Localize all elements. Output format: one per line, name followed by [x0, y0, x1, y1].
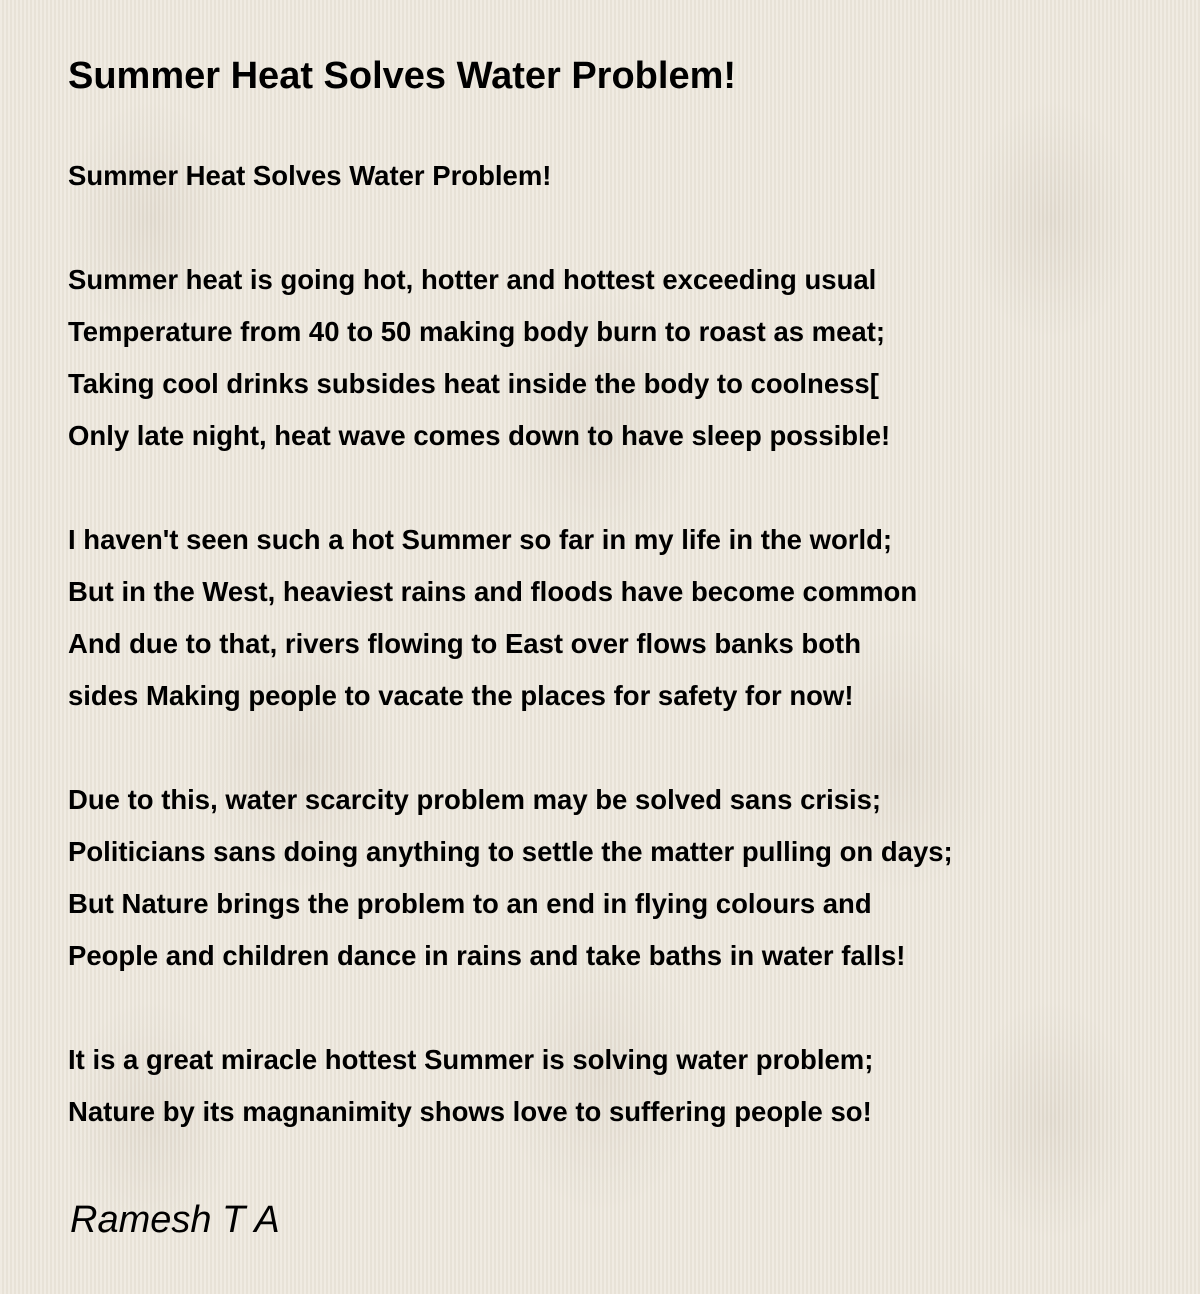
stanza-gap: [68, 722, 1178, 774]
poem-author: Ramesh T A: [70, 1199, 280, 1241]
poem-line: Summer heat is going hot, hotter and hottest exceeding usual: [68, 264, 877, 295]
stanza-gap: [68, 202, 1178, 254]
poem-line: It is a great miracle hottest Summer is solving water problem;: [68, 1044, 874, 1075]
stanza-3: [68, 774, 1178, 982]
poem-line: And due to that, rivers flowing to East over flows banks both: [68, 628, 861, 659]
poem-body: [68, 150, 1178, 1138]
poem-line: sides Making people to vacate the places for safety for now!: [68, 680, 854, 711]
poem-line: Temperature from 40 to 50 making body burn to roast as meat;: [68, 316, 886, 347]
page-title: Summer Heat Solves Water Problem!: [68, 55, 737, 97]
poem-line: People and children dance in rains and take baths in water falls!: [68, 940, 906, 971]
stanza-4: [68, 1034, 1178, 1138]
stanza-gap: [68, 462, 1178, 514]
poem-line: Nature by its magnanimity shows love to suffering people so!: [68, 1096, 872, 1127]
poem-line: But in the West, heaviest rains and floods have become common: [68, 576, 918, 607]
poem-line: Taking cool drinks subsides heat inside the body to coolness[: [68, 368, 879, 399]
poem-line: Politicians sans doing anything to settle the matter pulling on days;: [68, 836, 953, 867]
stanza-2: [68, 514, 1178, 722]
stanza-1: [68, 254, 1178, 462]
poem-subtitle: Summer Heat Solves Water Problem!: [68, 160, 552, 191]
poem-line: Due to this, water scarcity problem may be solved sans crisis;: [68, 784, 882, 815]
poem-line: But Nature brings the problem to an end in flying colours and: [68, 888, 872, 919]
stanza-gap: [68, 982, 1178, 1034]
poem-line: I haven't seen such a hot Summer so far in my life in the world;: [68, 524, 893, 555]
poem-line: Only late night, heat wave comes down to have sleep possible!: [68, 420, 891, 451]
